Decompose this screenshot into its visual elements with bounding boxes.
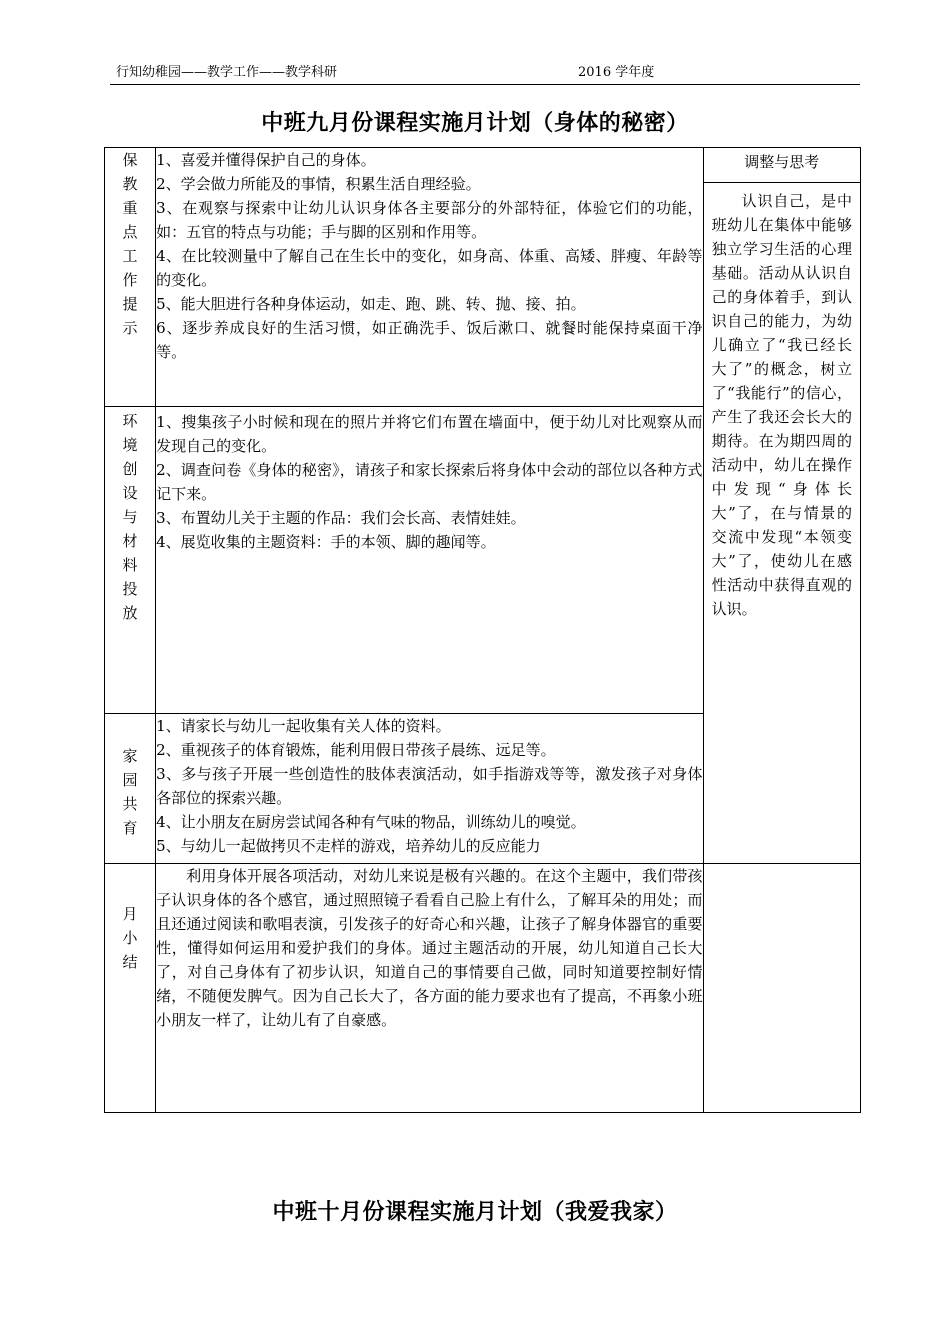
list-item: 2、重视孩子的体育锻炼，能利用假日带孩子晨练、远足等。 [156,741,556,759]
page-header [110,62,860,85]
adjustment-reflection-heading: 调整与思考 [704,148,860,183]
section-label-text: 保 教 重 点 工 作 提 示 [122,151,138,337]
section-label-text: 月 小 结 [122,905,138,971]
section-label-environment [105,407,156,714]
list-item: 2、学会做力所能及的事情，积累生活自理经验。 [156,175,481,193]
september-plan-table [104,147,861,1113]
adjustment-reflection-text: 认识自己，是中班幼儿在集体中能够独立学习生活的心理基础。活动从认识自己的身体着手，到认识自己的能力，为幼儿确立了“我已经长大了”的概念，树立了“我能行”的信心，产生了我还会长大的期待。在为期四周的活动中，幼儿在操作中发现“身体长大”了，在与情景的交流中发现“本领变大”了，使幼儿在感性活动中获得直观的认识。 [711,192,852,618]
summary-side-empty-cell [703,864,860,1113]
list-item: 2、调查问卷《身体的秘密》，请孩子和家长探索后将身体中会动的部位以各种方式记下来。 [156,461,703,503]
plan-title-october: 中班十月份课程实施月计划（我爱我家） [272,1200,678,1225]
list-item: 3、多与孩子开展一些创造性的肢体表演活动，如手指游戏等等，激发孩子对身体各部位的探索兴趣。 [156,765,703,807]
header-school-year: 2016 学年度 [578,65,655,80]
section-content-home-school [156,714,703,864]
list-item: 5、能大胆进行各种身体运动，如走、跑、跳、转、抛、接、拍。 [156,295,586,313]
list-item: 6、逐步养成良好的生活习惯，如正确洗手、饭后漱口、就餐时能保持桌面干净等。 [156,319,703,361]
list-item: 5、与幼儿一起做拷贝不走样的游戏，培养幼儿的反应能力 [156,837,541,855]
list-item: 4、在比较测量中了解自己在生长中的变化，如身高、体重、高矮、胖瘦、年龄等的变化。 [156,247,703,289]
header-left-text: 行知幼稚园——教学工作——教学科研 [116,65,338,80]
list-item: 1、搜集孩子小时候和现在的照片并将它们布置在墙面中，便于幼儿对比观察从而发现自己的变化。 [156,413,703,455]
list-item: 4、展览收集的主题资料：手的本领、脚的趣闻等。 [156,533,496,551]
section-label-text: 环 境 创 设 与 材 料 投 放 [122,412,138,622]
section-label-text: 家 园 共 育 [122,747,138,837]
section-content-summary [156,864,703,1113]
adjustment-reflection-cell [703,148,860,864]
list-item: 4、让小朋友在厨房尝试闻各种有气味的物品，训练幼儿的嗅觉。 [156,813,586,831]
list-item: 3、布置幼儿关于主题的作品：我们会长高、表情娃娃。 [156,509,526,527]
plan-title-september: 中班九月份课程实施月计划（身体的秘密） [261,111,689,136]
section-label-home-school [105,714,156,864]
monthly-summary-text: 利用身体开展各项活动，对幼儿来说是极有兴趣的。在这个主题中，我们带孩子认识身体的各个感官，通过照照镜子看看自己脸上有什么，了解耳朵的用处；而且还通过阅读和歌唱表演，引发孩子的好奇心和兴趣，让孩子了解身体器官的重要性，懂得如何运用和爱护我们的身体。通过主题活动的开展，幼儿知道自己长大了，对自己身体有了初步认识，知道自己的事情要自己做，同时知道要控制好情绪，不随便发脾气。因为自己长大了，各方面的能力要求也有了提高，不再象小班小朋友一样了，让幼儿有了自豪感。 [156,867,703,1029]
section-content-environment [156,407,703,714]
section-label-summary [105,864,156,1113]
list-item: 3、在观察与探索中让幼儿认识身体各主要部分的外部特征，体验它们的功能，如：五官的特点与功能；手与脚的区别和作用等。 [156,199,703,241]
section-content-teaching-focus [156,148,703,407]
section-label-teaching-focus [105,148,156,407]
list-item: 1、请家长与幼儿一起收集有关人体的资料。 [156,717,451,735]
list-item: 1、喜爱并懂得保护自己的身体。 [156,151,376,169]
